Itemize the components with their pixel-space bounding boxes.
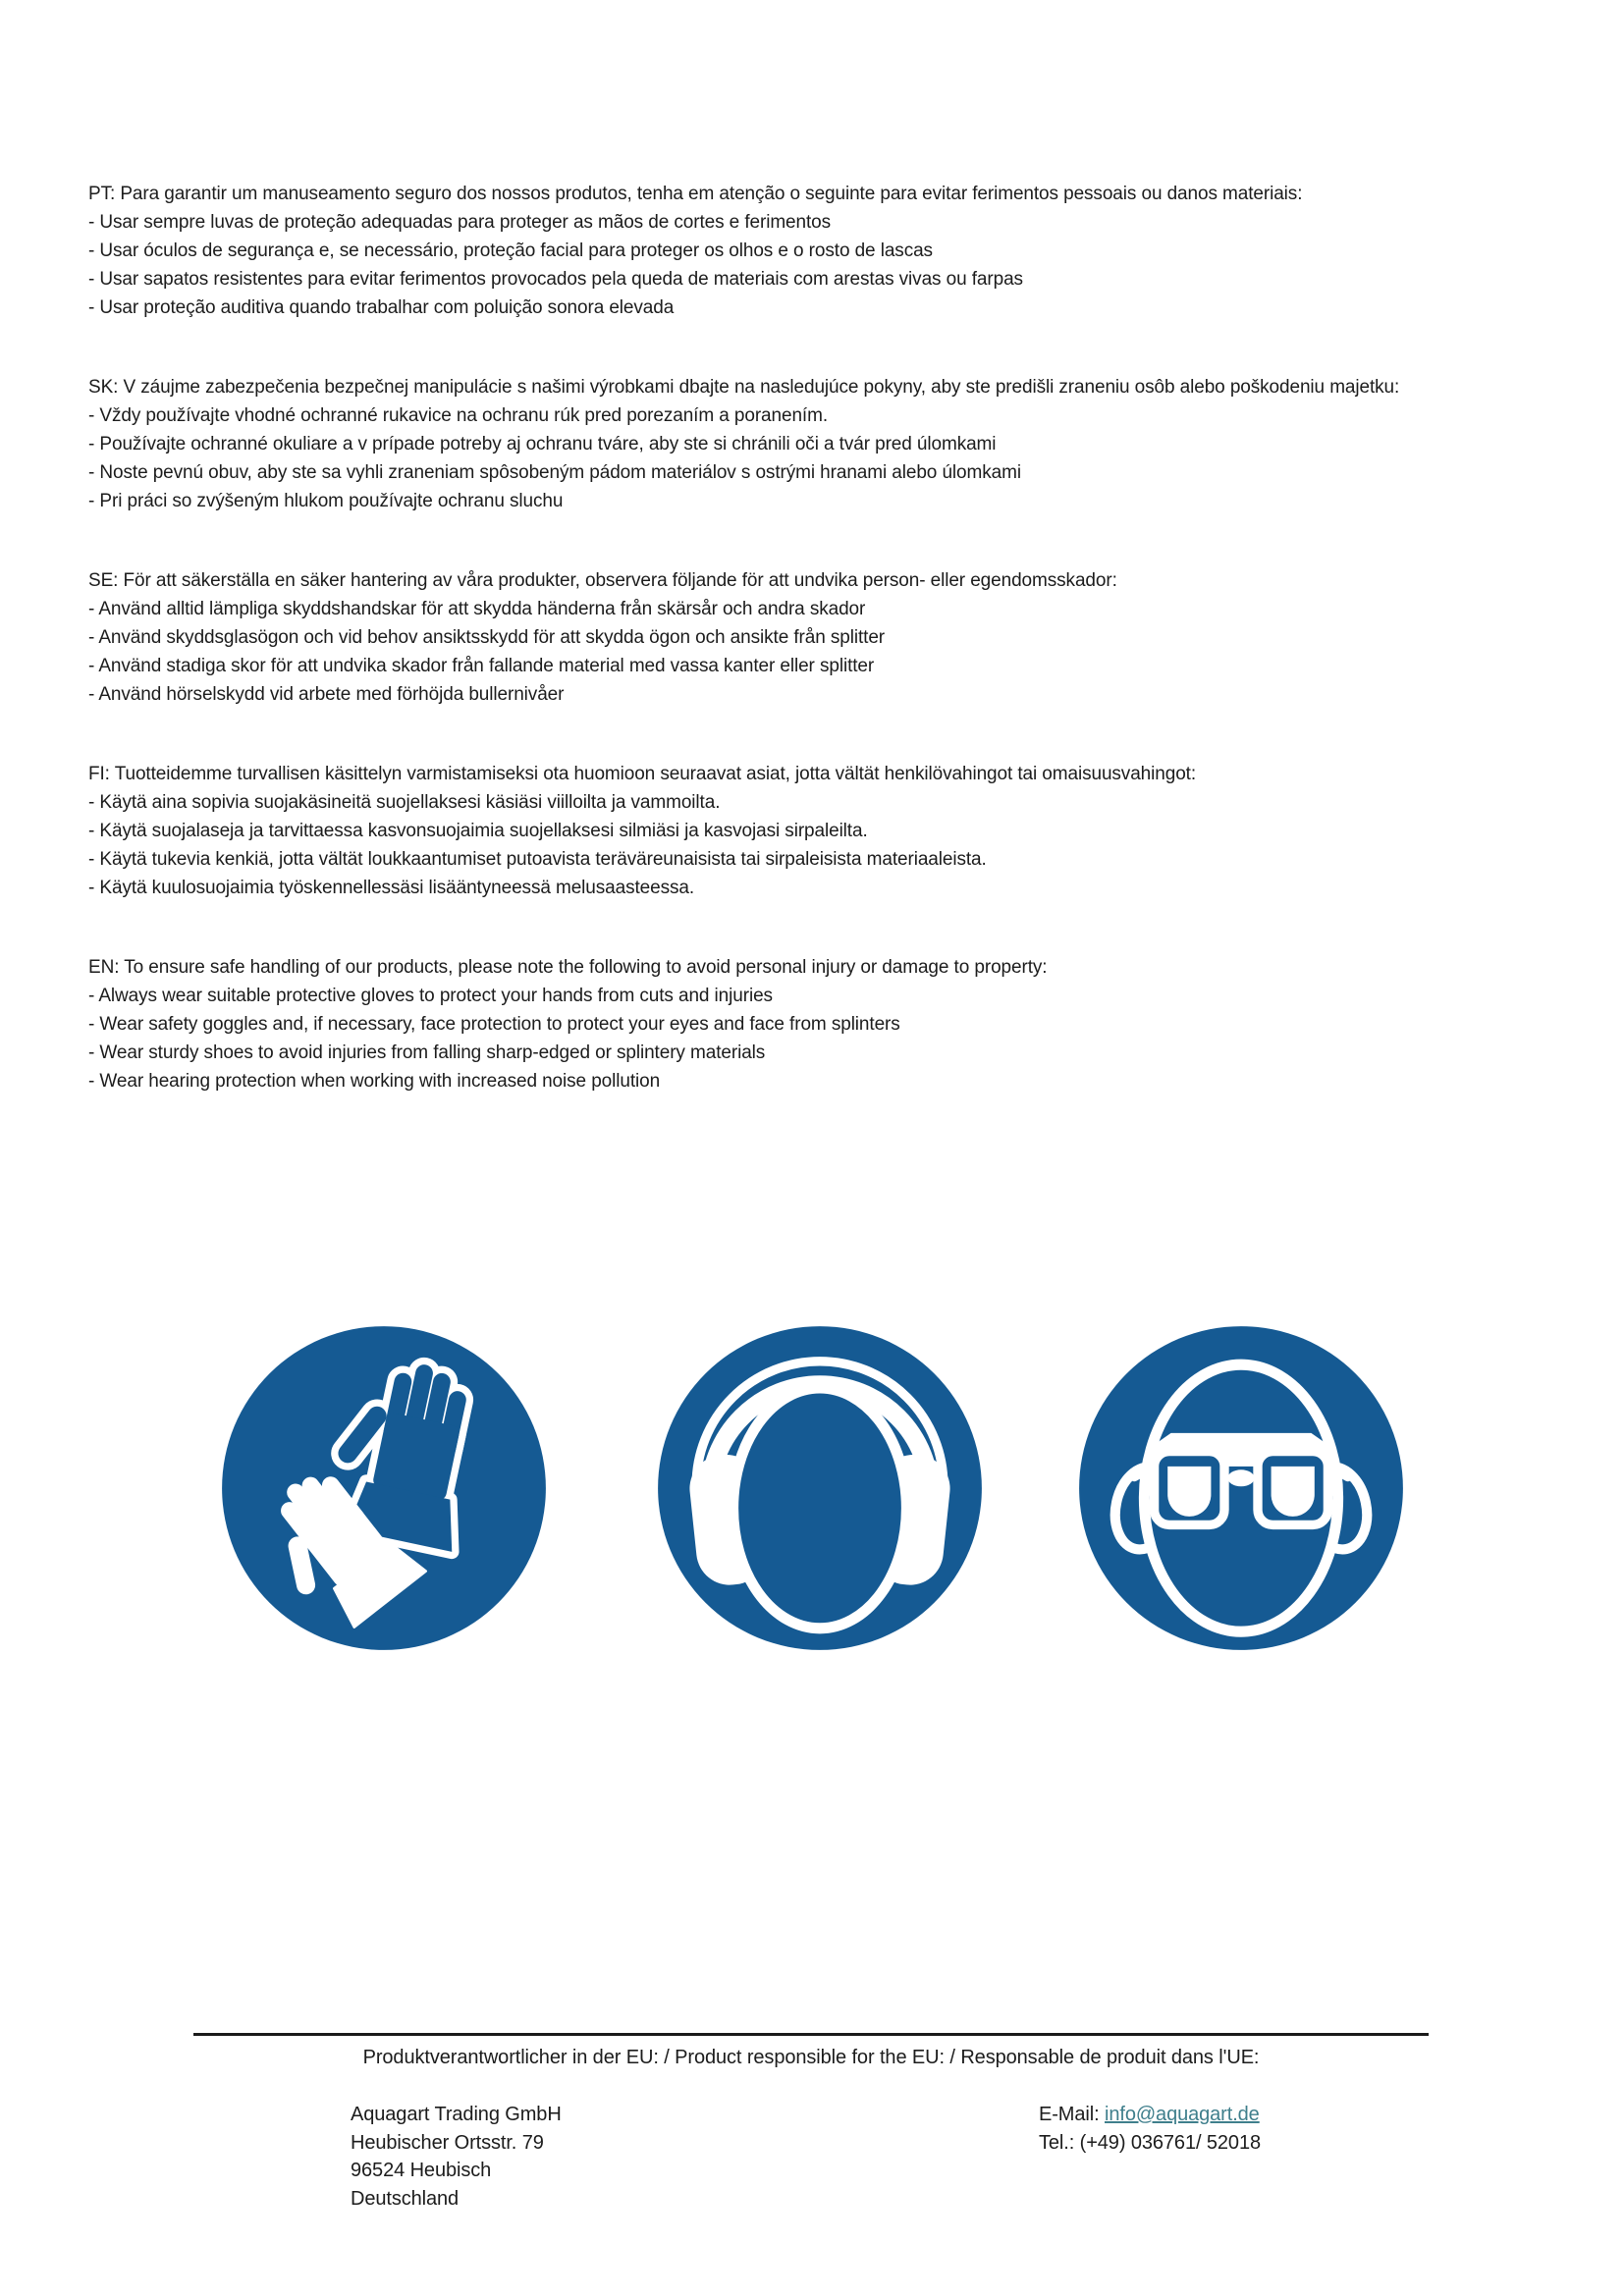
section-bullet: - Používajte ochranné okuliare a v prípade potreby aj ochranu tváre, aby ste si chránili oči a tvár pred úlomkami: [88, 434, 997, 454]
safety-section-pt: [88, 180, 1542, 322]
eu-responsible-heading: Produktverantwortlicher in der EU: / Product responsible for the EU: / Responsable de produit dans l'UE:: [362, 2047, 1260, 2068]
section-intro: FI: Tuotteidemme turvallisen käsittelyn varmistamiseksi ota huomioon seuraavat asiat, jotta vältät henkilövahingot tai omaisuusvahingot:: [88, 764, 1197, 784]
company-street: Heubischer Ortsstr. 79: [351, 2131, 544, 2154]
safety-section-en: [88, 953, 1542, 1095]
section-bullet: - Usar proteção auditiva quando trabalhar com poluição sonora elevada: [88, 297, 675, 318]
company-city: 96524 Heubisch: [351, 2160, 492, 2181]
eye-protection-mandatory-pictogram: [1074, 1321, 1408, 1655]
gloves-mandatory-pictogram: [217, 1321, 551, 1655]
section-bullet: - Käytä tukevia kenkiä, jotta vältät loukkaantumiset putoavista teräväreunaisista tai sirpaleisista materiaaleista.: [88, 849, 987, 870]
section-bullet: - Använd alltid lämpliga skyddshandskar för att skydda händerna från skärsår och andra skador: [88, 599, 866, 619]
section-bullet: - Always wear suitable protective gloves to protect your hands from cuts and injuries: [88, 986, 773, 1006]
safety-section-fi: [88, 760, 1542, 902]
section-bullet: - Käytä aina sopivia suojakäsineitä suojellaksesi käsiäsi viilloilta ja vammoilta.: [88, 792, 721, 813]
section-bullet: - Använd hörselskydd vid arbete med förhöjda bullernivåer: [88, 684, 565, 705]
company-address-block: [351, 2101, 562, 2213]
safety-text-sections: [88, 180, 1542, 1147]
section-bullet: - Usar sapatos resistentes para evitar ferimentos provocados pela queda de materiais com arestas vivas ou farpas: [88, 269, 1023, 290]
section-bullet: - Käytä kuulosuojaimia työskennellessäsi lisääntyneessä melusaasteessa.: [88, 878, 695, 898]
section-bullet: - Usar óculos de segurança e, se necessário, proteção facial para proteger os olhos e o rosto de lascas: [88, 240, 933, 261]
company-name: Aquagart Trading GmbH: [351, 2104, 562, 2125]
ear-protection-mandatory-pictogram: [653, 1321, 987, 1655]
section-bullet: - Noste pevnú obuv, aby ste sa vyhli zraneniam spôsobeným pádom materiálov s ostrými hranami alebo úlomkami: [88, 462, 1021, 483]
section-bullet: - Wear sturdy shoes to avoid injuries from falling sharp-edged or splintery materials: [88, 1042, 766, 1063]
email-label: E-Mail:: [1039, 2104, 1100, 2125]
phone-line: Tel.: (+49) 036761/ 52018: [1039, 2131, 1262, 2154]
head-silhouette: [733, 1388, 907, 1629]
section-intro: SK: V záujme zabezpečenia bezpečnej manipulácie s našimi výrobkami dbajte na nasledujúce pokyny, aby ste predišli zraneniu osôb alebo poškodeniu majetku:: [88, 377, 1400, 398]
section-bullet: - Usar sempre luvas de proteção adequadas para proteger as mãos de cortes e ferimentos: [88, 212, 832, 233]
contact-block: [1039, 2101, 1261, 2157]
section-intro: PT: Para garantir um manuseamento seguro dos nossos produtos, tenha em atenção o seguinte para evitar ferimentos pessoais ou danos materiais:: [88, 184, 1303, 204]
section-intro: EN: To ensure safe handling of our products, please note the following to avoid personal injury or damage to property:: [88, 957, 1048, 978]
company-country: Deutschland: [351, 2187, 460, 2210]
email-line: [1039, 2101, 1261, 2129]
email-link[interactable]: info@aquagart.de: [1105, 2104, 1260, 2125]
section-bullet: - Använd skyddsglasögon och vid behov ansiktsskydd för att skydda ögon och ansikte från splitter: [88, 627, 886, 648]
section-bullet: - Wear safety goggles and, if necessary, face protection to protect your eyes and face from splinters: [88, 1014, 900, 1035]
section-bullet: - Vždy používajte vhodné ochranné rukavice na ochranu rúk pred porezaním a poranením.: [88, 405, 829, 426]
safety-section-se: [88, 566, 1542, 709]
section-bullet: - Käytä suojalaseja ja tarvittaessa kasvonsuojaimia suojellaksesi silmiäsi ja kasvojasi sirpaleilta.: [88, 821, 868, 841]
section-bullet: - Pri práci so zvýšeným hlukom používajte ochranu sluchu: [88, 491, 564, 511]
footer-divider: [193, 2033, 1429, 2036]
section-bullet: - Wear hearing protection when working with increased noise pollution: [88, 1071, 661, 1092]
section-bullet: - Använd stadiga skor för att undvika skador från fallande material med vassa kanter eller splitter: [88, 656, 875, 676]
safety-section-sk: [88, 373, 1542, 515]
section-intro: SE: För att säkerställa en säker hantering av våra produkter, observera följande för att undvika person- eller egendomsskador:: [88, 570, 1117, 591]
